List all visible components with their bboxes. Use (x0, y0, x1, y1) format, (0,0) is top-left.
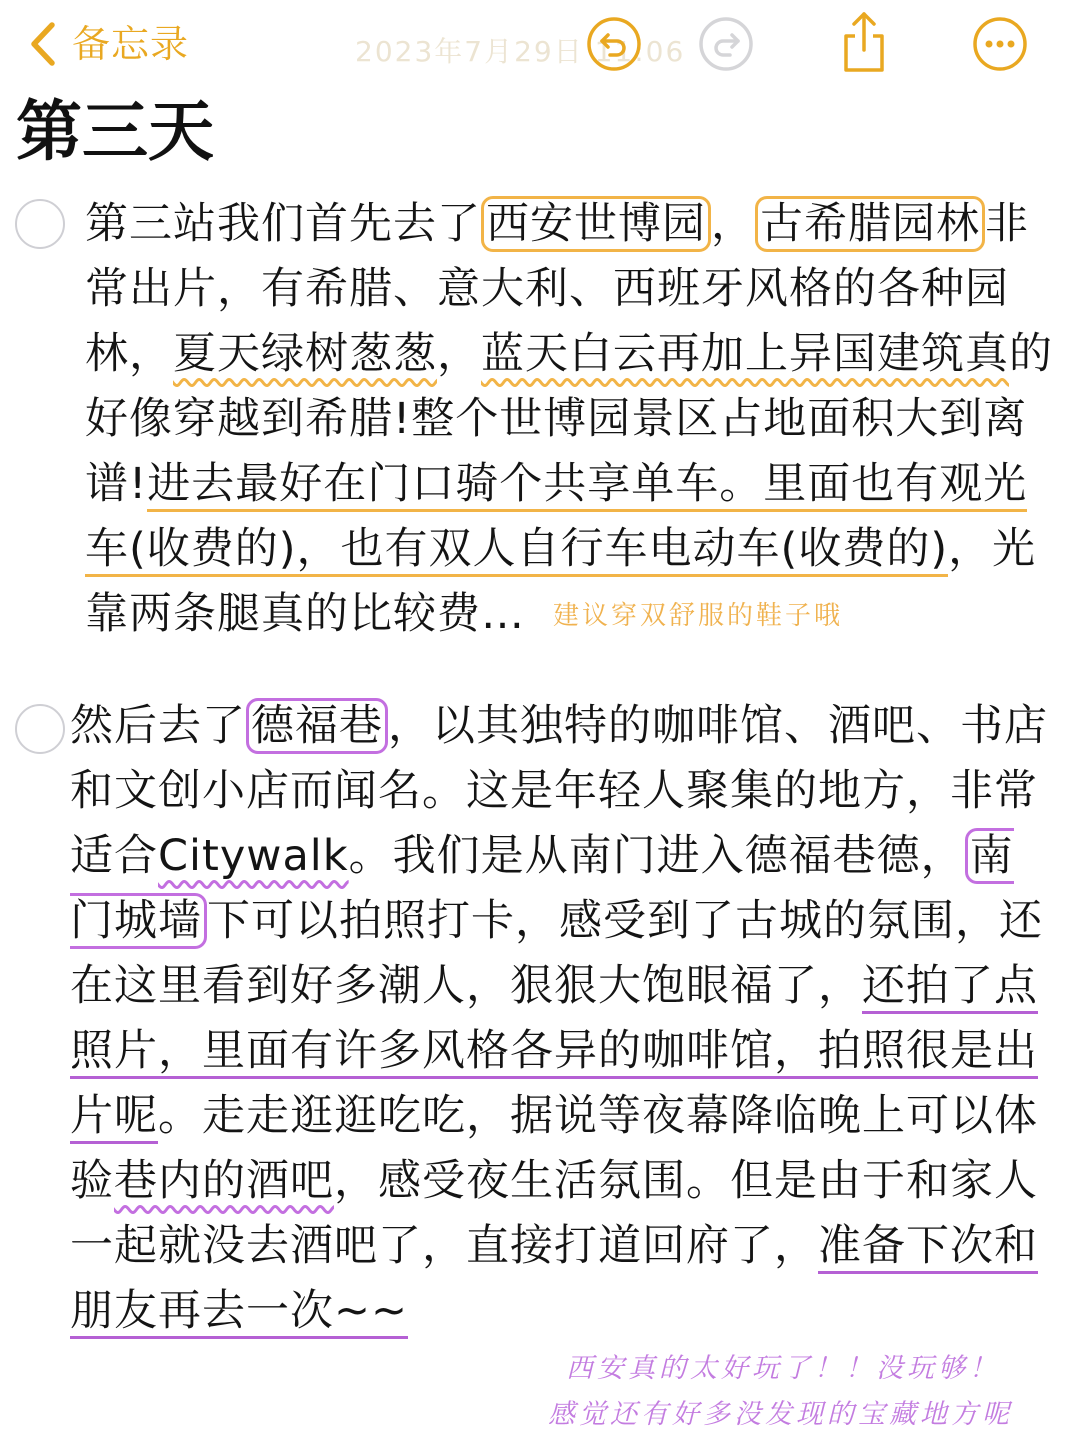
wavy-underline: 夏天绿树葱葱 (173, 329, 437, 379)
top-bar (0, 0, 1080, 90)
wavy-underline: Citywalk (158, 831, 349, 881)
redo-icon (698, 16, 754, 72)
checklist-circle-1[interactable] (15, 199, 65, 249)
wavy-underline: 蓝天白云再加上异国建筑真 (481, 329, 1009, 379)
chevron-left-icon (28, 21, 58, 67)
back-button[interactable] (28, 14, 189, 74)
share-button[interactable] (836, 10, 892, 66)
text-segment: ，光靠两条腿真的比较费… (85, 524, 1037, 639)
checklist-item-text[interactable] (70, 694, 1055, 1344)
text-segment: ，感受夜生活氛围。但是由于和家人一起就没去酒吧了，直接打道回府了， (70, 1156, 1038, 1271)
text-segment: 。走走逛逛吃吃，据说等夜幕降临晚上可以体验 (70, 1091, 1038, 1206)
handwritten-note: 建议穿双舒服的鞋子哦 (553, 601, 844, 631)
text-segment: 非常出片，有希腊、意大利、西班牙风格的各种园林， (85, 199, 1029, 379)
more-button[interactable] (972, 16, 1028, 72)
checklist-circle-2[interactable] (15, 704, 65, 754)
handwritten-note-line: 感觉还有好多没发现的宝藏地方呢 (548, 1399, 1013, 1430)
highlight-box: 德福巷 (246, 698, 388, 754)
note-title: 第三天 (16, 93, 214, 170)
share-icon (836, 10, 892, 74)
underline: 进去最好在门口骑个共享单车。里面也有观光车(收费的)，也有双人自行车电动车(收费的) (85, 459, 1027, 577)
checklist-item-text[interactable] (85, 192, 1060, 649)
text-segment: 的好像穿越到希腊!整个世博园景区占地面积大到离谱! (85, 329, 1053, 509)
handwritten-note-line: 西安真的太好玩了！！没玩够！ (566, 1353, 1000, 1384)
text-segment: 第三站我们首先去了 (85, 199, 481, 249)
redo-button[interactable] (698, 16, 754, 72)
undo-button[interactable] (586, 16, 642, 72)
text-segment: ，以其独特的咖啡馆、酒吧、书店和文创小店而闻名。这是年轻人聚集的地方，非常适合 (70, 701, 1048, 881)
wavy-underline: 巷内的酒吧 (114, 1156, 334, 1206)
more-icon (972, 16, 1028, 72)
undo-icon (586, 16, 642, 72)
highlight-box: 南门城墙 (70, 828, 1014, 949)
underline: 准备下次和朋友再去一次~~ (70, 1221, 1038, 1339)
text-segment: ， (437, 329, 481, 379)
note-date: 2023年7月29日 11:06 (355, 35, 686, 68)
text-segment: 。我们是从南门进入德福巷德， (348, 831, 965, 881)
text-segment: ， (711, 199, 755, 249)
highlight-box: 西安世博园 (481, 196, 711, 252)
back-label: 备忘录 (72, 22, 190, 66)
underline: 还拍了点照片，里面有许多风格各异的咖啡馆，拍照很是出片呢 (70, 961, 1038, 1144)
text-segment: 然后去了 (70, 701, 246, 751)
text-segment: 下可以拍照打卡，感受到了古城的氛围，还在这里看到好多潮人，狠狠大饱眼福了， (70, 896, 1043, 1011)
highlight-box: 古希腊园林 (755, 196, 985, 252)
